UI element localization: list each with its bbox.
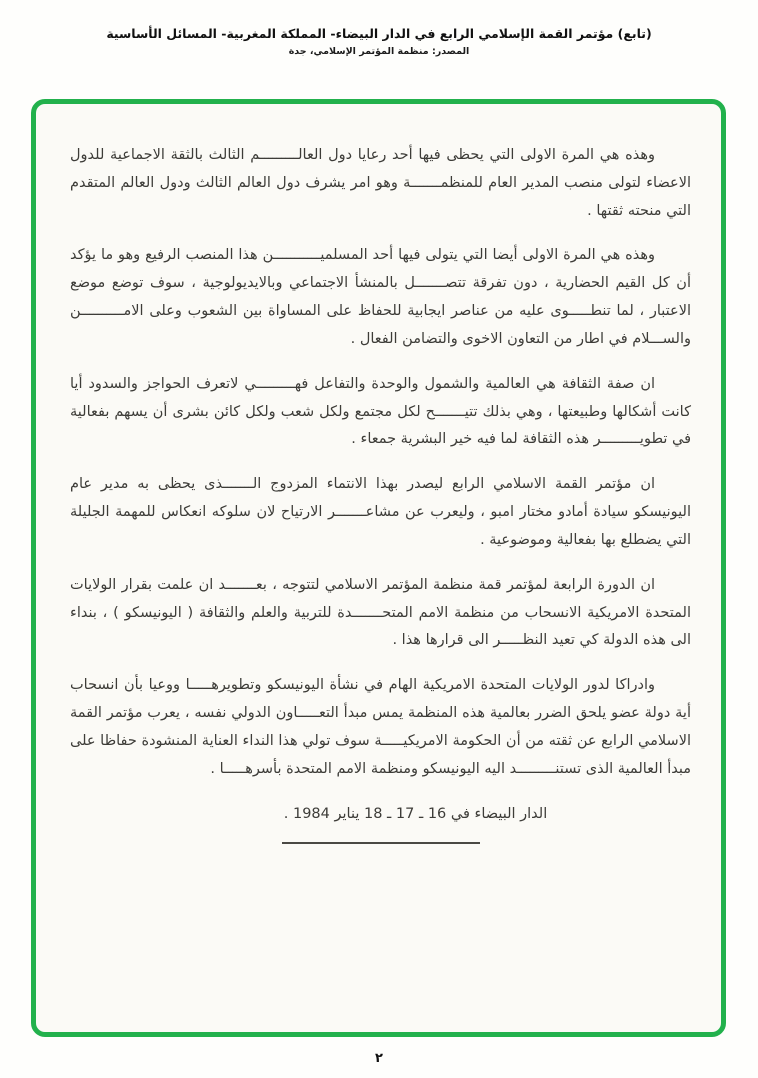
paragraph-1: وهذه هي المرة الاولى التي يحظى فيها أحد رعايا دول العالـــــــــم الثالث بالثقة الاجماعية للدول الاعضاء لتولى منصب المدير العام للمنظمـــــــة وهو امر يشرف دول العالم الثالث ودول العالم المتقدم التي منحته ثقتها . bbox=[70, 147, 691, 219]
document-header bbox=[0, 26, 758, 57]
paragraph-3: ان صفة الثقافة هي العالمية والشمول والوحدة والتفاعل فهـــــــــي لاتعرف الحواجز والسدود أيا كانت أشكالها وطبيعتها ، وهي بذلك تتيـــــــح لكل مجتمع ولكل شعب ولكل كائن بشرى أن يسهم بفعالية في تطويـــــــــر هذه الثقافة لما فيه خير البشرية جمعاء . bbox=[70, 375, 691, 448]
document-body bbox=[70, 142, 691, 844]
header-title: (تابع) مؤتمر القمة الإسلامي الرابع في الدار البيضاء- المملكة المغربية- المسائل الأساسية bbox=[106, 26, 652, 41]
page-number: ٢ bbox=[375, 1051, 383, 1066]
closing-dateline: الدار البيضاء في 16 ـ 17 ـ 18 يناير 1984 . bbox=[283, 805, 548, 822]
scanned-page-frame bbox=[31, 99, 726, 1037]
header-source: المصدر: منظمة المؤتمر الإسلامي، جدة bbox=[288, 46, 470, 57]
paragraph-2: وهذه هي المرة الاولى أيضا التي يتولى فيها أحد المسلميـــــــــــن هذا المنصب الرفيع وهو ما يؤكد أن كل القيم الحضارية ، دون تفرقة تتصـــــــل بالمنشأ الاجتماعي وبالايديولوجية ، سوف توضع موضع الاعتبار ، لما تنطـــــوى عليه من عناصر ايجابية للحفاظ على المساواة بين الشعوب وعلى الامــــــــــن والســـلام في اطار من التعاون الاخوى والتضامن الفعال . bbox=[70, 247, 691, 347]
paragraph-4: ان مؤتمر القمة الاسلامي الرابع ليصدر بهذا الانتماء المزدوج الـــــــذى يحظى به مدير عام اليونيسكو سيادة أمادو مختار امبو ، وليعرب عن مشاعـــــــر الارتياح لان سلوكه انعكاس للمهمة الجليلة التي يضطلع بها بفعالية وموضوعية . bbox=[70, 476, 691, 548]
paragraph-5: ان الدورة الرابعة لمؤتمر قمة منظمة المؤتمر الاسلامي لتتوجه ، بعـــــــد ان علمت بقرار الولايات المتحدة الامريكية الانسحاب من منظمة الامم المتحـــــــدة للتربية والعلم والثقافة ( اليونيسكو ) ، بنداء الى هذه الدولة كي تعيد النظـــــر الى قرارها هذا . bbox=[70, 576, 691, 649]
paragraph-6: وادراكا لدور الولايات المتحدة الامريكية الهام في نشأة اليونيسكو وتطويرهـــــا ووعيا بأن انسحاب أية دولة عضو يلحق الضرر بعالمية هذه المنظمة يمس مبدأ التعـــــاون الدولي نفسه ، يعرب مؤتمر القمة الاسلامي الرابع عن ثقته من أن الحكومة الامريكيـــــة سوف تولي هذا النداء العناية المنشودة حفاظا على مبدأ العالمية الذى تستنـــــــــد اليه اليونيسكو ومنظمة الامم المتحدة بأسرهـــــا . bbox=[70, 677, 691, 777]
footer-rule bbox=[282, 842, 480, 844]
